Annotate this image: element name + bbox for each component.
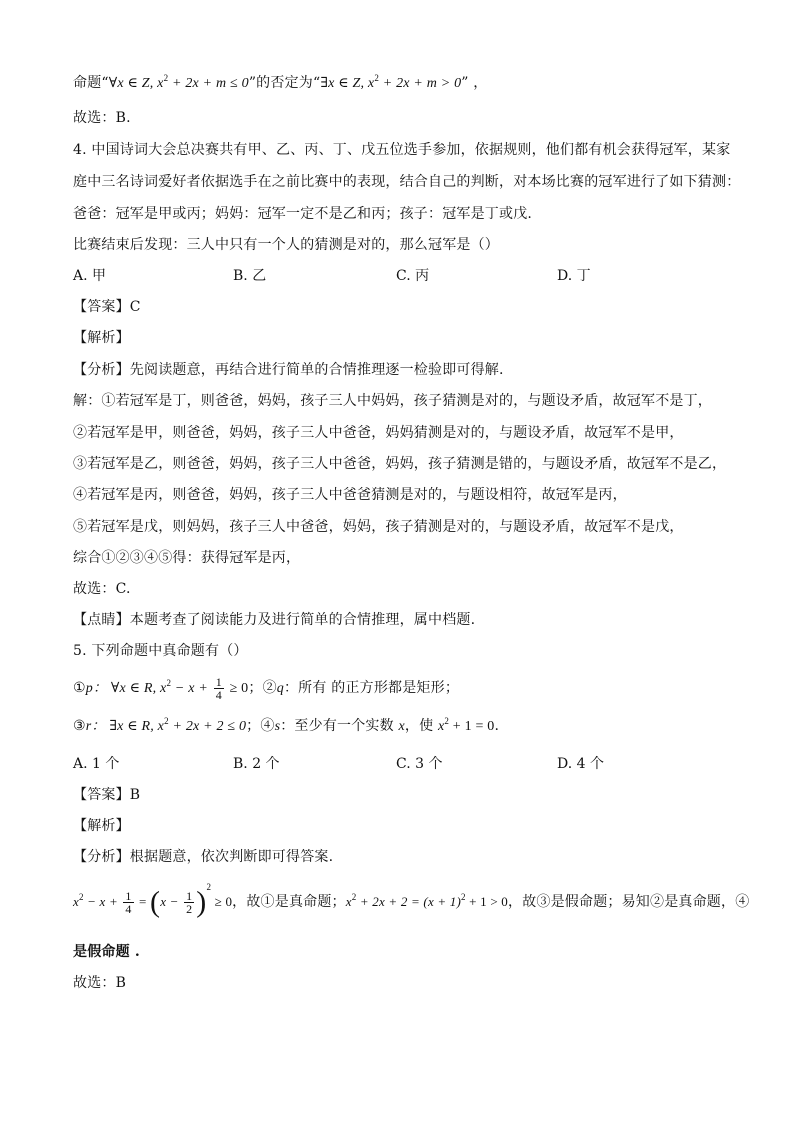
text: ” ， [461,75,488,91]
exponent: 2 [461,892,466,902]
math-expression: ∃x ∈ Z, x [320,76,375,91]
text: ③ [73,718,86,734]
option-a: A. 1 个 [73,756,120,772]
solution-choice: 故选：B [73,975,127,991]
fraction [123,890,133,915]
solution-step-4: ④若冠军是丙，则爸爸，妈妈，孩子三人中爸爸猜测是对的，与题设相符，故冠军是丙， [73,487,627,503]
math-expression: ≥ 0 [211,894,233,909]
math-expression: − x + [83,894,122,909]
option-c: C. 丙 [396,268,430,284]
text: ；④ [246,718,275,734]
text: . [494,718,500,734]
text: ；② [248,680,277,696]
variable: r [85,719,92,734]
denominator: 4 [215,687,222,702]
math-expression: x [345,894,352,909]
option-d: D. 4 个 [557,756,604,772]
text: 命题“ [73,75,109,91]
math-expression: ∀x ∈ Z, x [108,76,164,91]
analysis-heading: 【解析】 [73,330,130,346]
solution-step-1: 解：①若冠军是丁，则爸爸，妈妈，孩子三人中妈妈，孩子猜测是对的，与题设矛盾，故冠军不是丁， [73,393,712,409]
text: ，故①是真命题； [232,894,346,910]
fraction [214,676,224,701]
equals-sign: = [135,894,151,909]
denominator: 4 [125,902,132,916]
fraction [184,890,194,915]
math-expression: ： ∃x ∈ R, x [91,719,165,734]
proposition-r-s [73,716,499,737]
solution-summary: 综合①②③④⑤得：获得冠军是丙， [73,550,301,566]
option-c: C. 3 个 [396,756,443,772]
question-4-stem-line-1: 4. 中国诗词大会总决赛共有甲、乙、丙、丁、戊五位选手参加，依据规则，他们都有机会获得冠军，某家 [73,142,731,158]
answer-label: 【答案】B [73,787,141,803]
numerator: 1 [186,889,193,903]
exponent: 2 [374,73,380,83]
variable: p [85,681,93,696]
option-a: A. 甲 [73,268,107,284]
text: ① [73,680,86,696]
math-expression: + 1 = 0 [449,719,495,734]
exponent: 2 [163,73,169,83]
math-expression: + 2x + 2 = (x + 1) [356,894,462,909]
question-5-stem: 5. 下列命题中真命题有（） [73,643,248,659]
solution-step-3: ③若冠军是乙，则爸爸，妈妈，孩子三人中爸爸，妈妈，孩子猜测是错的，与题设矛盾，故冠军不是乙， [73,456,727,472]
solution-step-2: ②若冠军是甲，则爸爸，妈妈，孩子三人中爸爸，妈妈猜测是对的，与题设矛盾，故冠军不是甲， [73,425,684,441]
math-expression: x [73,894,79,909]
math-expression: ： ∀x ∈ R, x [92,681,167,696]
option-b: B. 2 个 [233,756,280,772]
question-4-stem-line-2: 庭中三名诗词爱好者依据选手在之前比赛中的表现，结合自己的判断，对本场比赛的冠军进行了如下猜测： [73,174,741,190]
question-4-stem-line-3: 爸爸：冠军是甲或丙；妈妈：冠军一定不是乙和丙；孩子：冠军是丁或戊. [73,206,533,222]
variable: q [276,681,284,696]
math-expression: + 2x + 2 ≤ 0 [168,719,247,734]
math-expression: + 1 > 0 [465,894,508,909]
text: ：所有 的正方形都是矩形； [283,680,460,696]
analysis-heading: 【解析】 [73,818,130,834]
math-expression: + 2x + m > 0 [379,76,462,91]
option-d: D. 丁 [557,268,591,284]
exponent: 2 [166,678,172,688]
math-expression: − x + [171,681,212,696]
text: ，故③是假命题；易知②是真命题，④ [508,894,750,910]
left-paren: ( [150,885,161,919]
text: ，使 [404,718,438,734]
math-expression: x − [160,894,183,909]
variable: s [274,719,281,734]
math-expression: + 2x + m ≤ 0 [168,76,249,91]
exponent: 2 [78,892,84,902]
numerator: 1 [215,674,222,689]
exponent: 2 [164,716,169,726]
denominator: 2 [186,902,193,916]
text: ”的否定为“ [248,75,321,91]
analysis-text: 【分析】先阅读题意，再结合进行简单的合情推理逐一检验即可得解. [73,362,504,378]
variable: x [398,719,405,734]
proposition-p-q [73,672,459,705]
math-expression: ≥ 0 [225,681,249,696]
math-expression: x [437,719,445,734]
numerator: 1 [125,889,132,903]
exponent: 2 [351,892,357,902]
choice-line: 故选：B. [73,110,131,126]
negation-statement [73,73,488,94]
solution-equation-line [73,880,749,925]
solution-choice: 故选：C. [73,581,131,597]
answer-label: 【答案】C [73,299,141,315]
analysis-text: 【分析】根据题意，依次判断即可得答案. [73,849,334,865]
solution-step-5: ⑤若冠军是戊，则妈妈，孩子三人中爸爸，妈妈，孩子猜测是对的，与题设矛盾，故冠军不是戊， [73,519,684,535]
text: ：至少有一个实数 [280,718,399,734]
question-4-stem-line-4: 比赛结束后发现：三人中只有一个人的猜测是对的，那么冠军是（） [73,237,499,253]
exponent: 2 [206,882,212,892]
solution-conclusion: 是假命题 . [73,944,140,960]
option-b: B. 乙 [233,268,267,284]
right-paren: ) [196,885,207,919]
comment: 【点睛】本题考查了阅读能力及进行简单的合情推理，属中档题. [73,612,476,628]
exponent: 2 [444,716,450,726]
